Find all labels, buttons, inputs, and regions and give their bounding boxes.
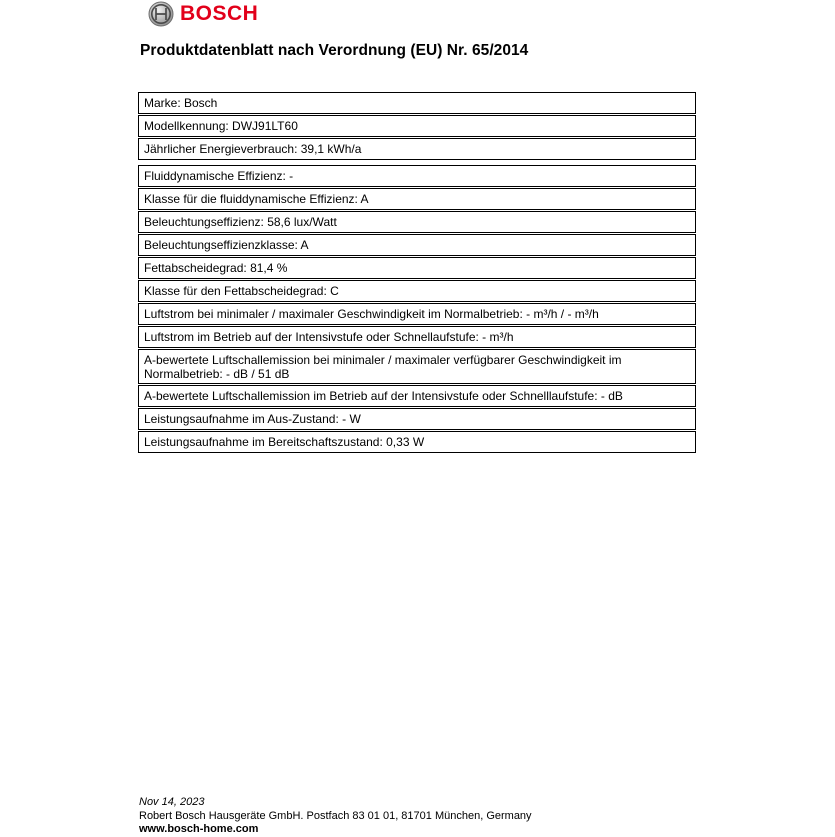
- table-row-noise-boost: A-bewertete Luftschallemission im Betrieb auf der Intensivstufe oder Schnelllaufstufe: - dB: [138, 385, 696, 407]
- table-row-model: Modellkennung: DWJ91LT60: [138, 115, 696, 137]
- footer-company: Robert Bosch Hausgeräte GmbH. Postfach 83 01 01, 81701 München, Germany: [139, 809, 532, 822]
- table-row-grease-filtering-class: Klasse für den Fettabscheidegrad: C: [138, 280, 696, 302]
- table-row-fluid-efficiency: Fluiddynamische Effizienz: -: [138, 165, 696, 187]
- table-row-brand: Marke: Bosch: [138, 92, 696, 114]
- table-row-annual-energy: Jährlicher Energieverbrauch: 39,1 kWh/a: [138, 138, 696, 160]
- bosch-armature-icon: [148, 1, 174, 27]
- product-data-table: [138, 92, 696, 453]
- table-row-airflow-min-max: Luftstrom bei minimaler / maximaler Geschwindigkeit im Normalbetrieb: - m³/h / - m³/h: [138, 303, 696, 325]
- footer-website: www.bosch-home.com: [139, 823, 259, 835]
- table-row-airflow-boost: Luftstrom im Betrieb auf der Intensivstufe oder Schnellaufstufe: - m³/h: [138, 326, 696, 348]
- table-row-power-standby: Leistungsaufnahme im Bereitschaftszustand: 0,33 W: [138, 431, 696, 453]
- brand-wordmark: BOSCH: [180, 2, 259, 25]
- table-row-grease-filtering: Fettabscheidegrad: 81,4 %: [138, 257, 696, 279]
- page-title: Produktdatenblatt nach Verordnung (EU) Nr. 65/2014: [140, 42, 529, 59]
- footer-date: Nov 14, 2023: [139, 796, 205, 808]
- brand-logo: [148, 1, 258, 27]
- table-row-fluid-efficiency-class: Klasse für die fluiddynamische Effizienz: A: [138, 188, 696, 210]
- table-row-lighting-efficiency: Beleuchtungseffizienz: 58,6 lux/Watt: [138, 211, 696, 233]
- table-row-power-off: Leistungsaufnahme im Aus-Zustand: - W: [138, 408, 696, 430]
- table-row-noise-min-max: A-bewertete Luftschallemission bei minimaler / maximaler verfügbarer Geschwindigkeit im Normalbetrieb: - dB / 51 dB: [138, 349, 696, 384]
- page-footer: [139, 796, 532, 837]
- table-row-lighting-efficiency-class: Beleuchtungseffizienzklasse: A: [138, 234, 696, 256]
